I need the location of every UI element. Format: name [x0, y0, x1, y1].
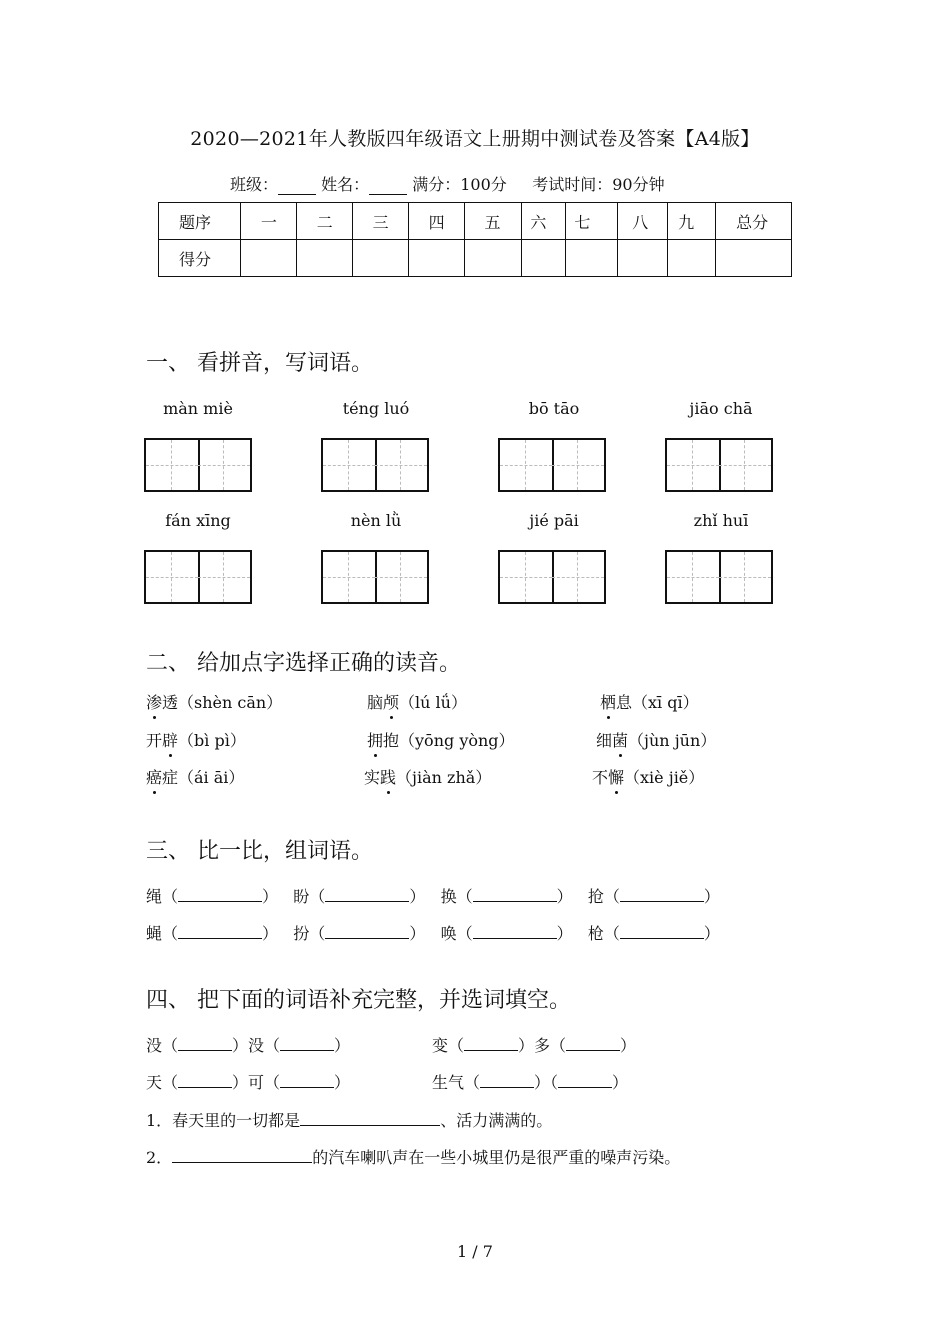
idiom-part: 生气（ [432, 1073, 481, 1092]
dotted-char: 践 [380, 768, 397, 787]
section-2-heading: 二、 给加点字选择正确的读音。 [146, 651, 461, 676]
score-table-header: 二 [296, 203, 352, 240]
dotted-char: 栖 [600, 693, 617, 712]
answer-blank[interactable] [280, 1071, 334, 1088]
class-blank[interactable] [278, 176, 316, 195]
writing-grid[interactable] [498, 438, 606, 492]
reading-choice[interactable] [592, 765, 704, 788]
dotted-char: 辟 [162, 731, 179, 750]
section-4-heading: 四、 把下面的词语补充完整，并选词填空。 [146, 988, 571, 1013]
class-label: 班级： [230, 175, 279, 194]
writing-grid[interactable] [665, 438, 773, 492]
idiom-part: ）（ [534, 1073, 559, 1092]
idiom-fill [432, 1033, 636, 1056]
idiom-part: 天（ [146, 1073, 179, 1092]
answer-blank[interactable] [620, 885, 704, 902]
writing-grid[interactable] [665, 550, 773, 604]
compare-row-2 [146, 921, 720, 944]
word-part: 实 [364, 768, 381, 787]
exam-time: 考试时间：90分钟 [532, 175, 665, 194]
compare-row-1 [146, 884, 720, 907]
answer-blank[interactable] [325, 922, 409, 939]
answer-blank[interactable] [178, 1034, 232, 1051]
word-part: （bì pì） [178, 731, 246, 750]
answer-blank[interactable] [178, 885, 262, 902]
char-label: 抢（ [587, 887, 620, 906]
bracket: ） [620, 1036, 637, 1055]
page-title: 2020—2021年人教版四年级语文上册期中测试卷及答案【A4版】 [190, 128, 760, 150]
reading-choice[interactable] [146, 728, 246, 751]
score-table [158, 202, 792, 277]
bracket: ） [334, 1073, 351, 1092]
bracket: ） [262, 924, 279, 943]
score-cell[interactable] [408, 240, 464, 277]
score-table-header: 五 [464, 203, 522, 240]
dotted-char: 渗 [146, 693, 163, 712]
idiom-part: 没（ [146, 1036, 179, 1055]
pinyin-label: jiāo chā [689, 399, 753, 418]
dotted-char: 懈 [608, 768, 625, 787]
sentence-text: 的汽车喇叭声在一些小城里仍是很严重的噪声污染。 [312, 1148, 681, 1167]
char-label: 绳（ [146, 887, 179, 906]
char-label: 蝇（ [146, 924, 179, 943]
score-cell[interactable] [522, 240, 566, 277]
reading-choice[interactable] [146, 690, 282, 713]
idiom-part: ）没（ [232, 1036, 281, 1055]
sentence-text: 1．春天里的一切都是 [146, 1111, 301, 1130]
bracket: ） [556, 924, 573, 943]
score-cell[interactable] [618, 240, 668, 277]
sentence-2 [146, 1145, 680, 1168]
score-table-header: 七 [566, 203, 618, 240]
score-table-header: 一 [240, 203, 296, 240]
answer-blank[interactable] [464, 1034, 518, 1051]
dotted-char: 拥 [367, 731, 384, 750]
answer-blank[interactable] [172, 1146, 312, 1163]
section-3-heading: 三、 比一比，组词语。 [146, 839, 373, 864]
score-table-header: 八 [618, 203, 668, 240]
answer-blank[interactable] [300, 1109, 440, 1126]
score-cell[interactable] [240, 240, 296, 277]
dotted-char: 菌 [612, 731, 629, 750]
bracket: ） [409, 924, 426, 943]
idiom-fill [146, 1070, 350, 1093]
word-part: （xiè jiě） [624, 768, 705, 787]
bracket: ） [703, 887, 720, 906]
word-part: （lú lǘ） [399, 693, 467, 712]
char-label: 盼（ [293, 887, 326, 906]
score-table-header: 三 [352, 203, 408, 240]
word-part: 透（shèn cān） [162, 693, 283, 712]
word-part: 细 [596, 731, 613, 750]
word-part: （jùn jūn） [628, 731, 717, 750]
dotted-char: 颅 [383, 693, 400, 712]
score-table-header: 六 [522, 203, 566, 240]
score-cell[interactable] [566, 240, 618, 277]
reading-choice[interactable] [600, 690, 699, 713]
bracket: ） [262, 887, 279, 906]
reading-choice[interactable] [596, 728, 716, 751]
answer-blank[interactable] [325, 885, 409, 902]
bracket: ） [334, 1036, 351, 1055]
score-cell[interactable] [352, 240, 408, 277]
word-part: 不 [592, 768, 609, 787]
reading-choice[interactable] [367, 690, 467, 713]
full-score: 满分：100分 [412, 175, 507, 194]
writing-grid[interactable] [144, 550, 252, 604]
section-1-heading: 一、 看拼音，写词语。 [146, 351, 373, 376]
answer-blank[interactable] [178, 922, 262, 939]
exam-info [230, 172, 665, 195]
char-label: 唤（ [440, 924, 473, 943]
name-label: 姓名： [321, 175, 370, 194]
name-blank[interactable] [369, 176, 407, 195]
pinyin-label: bō tāo [528, 399, 580, 418]
score-cell[interactable] [668, 240, 716, 277]
score-table-header: 四 [408, 203, 464, 240]
answer-blank[interactable] [620, 922, 704, 939]
score-cell[interactable] [716, 240, 792, 277]
bracket: ） [409, 887, 426, 906]
pinyin-label: fán xīng [165, 511, 231, 530]
pinyin-label: nèn lǜ [350, 511, 402, 530]
answer-blank[interactable] [566, 1034, 620, 1051]
idiom-fill [146, 1033, 350, 1056]
bracket: ） [703, 924, 720, 943]
idiom-fill [432, 1070, 628, 1093]
pinyin-label: jié pāi [529, 511, 579, 530]
word-part: 抱（yōng yòng） [383, 731, 515, 750]
writing-grid[interactable] [498, 550, 606, 604]
score-cell[interactable] [464, 240, 522, 277]
dotted-char: 癌 [146, 768, 163, 787]
score-table-header: 题序 [159, 203, 241, 240]
char-label: 扮（ [293, 924, 326, 943]
word-part: （jiàn zhǎ） [396, 768, 492, 787]
word-part: 脑 [367, 693, 384, 712]
answer-blank[interactable] [178, 1071, 232, 1088]
score-table-header-row [159, 203, 792, 240]
writing-grid[interactable] [321, 438, 429, 492]
word-part: 开 [146, 731, 163, 750]
writing-grid[interactable] [144, 438, 252, 492]
sentence-text: 2． [146, 1148, 173, 1167]
writing-grid[interactable] [321, 550, 429, 604]
idiom-part: 变（ [432, 1036, 465, 1055]
word-part: 症（ái āi） [162, 768, 245, 787]
reading-choice[interactable] [146, 765, 244, 788]
score-row-label: 得分 [159, 240, 241, 277]
answer-blank[interactable] [480, 1071, 534, 1088]
score-table-score-row [159, 240, 792, 277]
word-part: 息（xī qī） [616, 693, 699, 712]
score-table-header: 九 [668, 203, 716, 240]
score-cell[interactable] [296, 240, 352, 277]
score-table-header: 总分 [716, 203, 792, 240]
answer-blank[interactable] [473, 922, 557, 939]
bracket: ） [556, 887, 573, 906]
sentence-text: 、活力满满的。 [440, 1111, 553, 1130]
idiom-part: ）多（ [518, 1036, 567, 1055]
page-number: 1 / 7 [457, 1242, 493, 1261]
char-label: 换（ [440, 887, 473, 906]
idiom-part: ）可（ [232, 1073, 281, 1092]
reading-choice[interactable] [364, 765, 491, 788]
char-label: 枪（ [587, 924, 620, 943]
answer-blank[interactable] [473, 885, 557, 902]
answer-blank[interactable] [280, 1034, 334, 1051]
pinyin-label: màn miè [163, 399, 233, 418]
pinyin-label: téng luó [342, 399, 410, 418]
answer-blank[interactable] [558, 1071, 612, 1088]
sentence-1 [146, 1108, 552, 1131]
reading-choice[interactable] [367, 728, 515, 751]
bracket: ） [612, 1073, 629, 1092]
pinyin-label: zhǐ huī [693, 511, 749, 530]
